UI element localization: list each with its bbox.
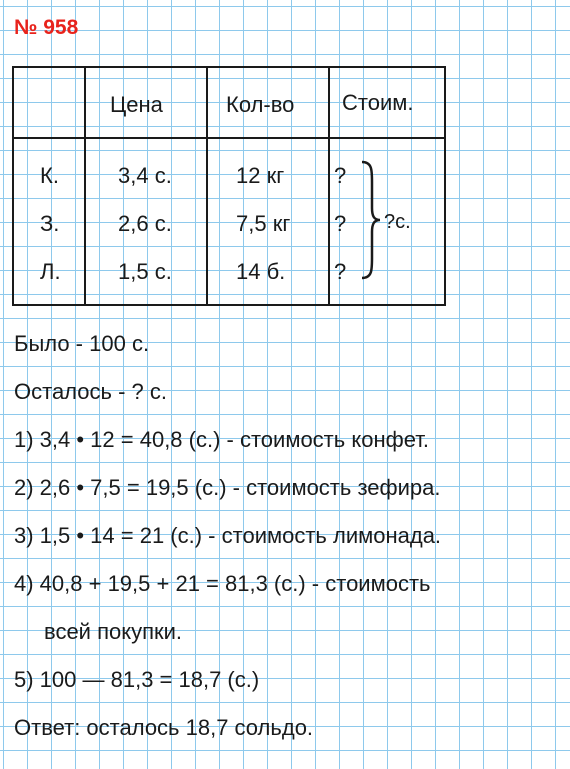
solution-step-continued: всей покупки. (44, 619, 183, 644)
header-price: Цена (110, 92, 163, 117)
table-header-divider (14, 137, 444, 139)
row-cost: ? (334, 259, 347, 284)
unknown-remainder: Осталось - ? с. (14, 379, 167, 404)
row-label: Л. (40, 259, 61, 284)
solution-step: 5) 100 — 81,3 = 18,7 (с.) (14, 667, 260, 692)
table-divider (328, 68, 330, 304)
row-price: 2,6 с. (118, 211, 172, 236)
curly-brace-icon (360, 160, 382, 280)
row-quantity: 7,5 кг (236, 211, 291, 236)
header-cost: Стоим. (342, 90, 414, 115)
row-cost: ? (334, 211, 347, 236)
table-divider (84, 68, 86, 304)
row-quantity: 14 б. (236, 259, 286, 284)
solution-step: 4) 40,8 + 19,5 + 21 = 81,3 (с.) - стоимость (14, 571, 431, 596)
answer: Ответ: осталось 18,7 сольдо. (14, 715, 314, 740)
solution-step: 2) 2,6 • 7,5 = 19,5 (с.) - стоимость зефира. (14, 475, 441, 500)
row-label: З. (40, 211, 60, 236)
header-quantity: Кол-во (226, 92, 295, 117)
row-label: К. (40, 163, 59, 188)
problem-number: № 958 (14, 16, 79, 39)
given-amount: Было - 100 с. (14, 331, 150, 356)
solution-step: 1) 3,4 • 12 = 40,8 (с.) - стоимость конфет. (14, 427, 429, 452)
row-price: 1,5 с. (118, 259, 172, 284)
data-table (12, 66, 446, 306)
table-divider (206, 68, 208, 304)
total-cost: ?с. (384, 211, 411, 233)
solution-step: 3) 1,5 • 14 = 21 (с.) - стоимость лимонада. (14, 523, 442, 548)
row-price: 3,4 с. (118, 163, 172, 188)
row-quantity: 12 кг (236, 163, 285, 188)
row-cost: ? (334, 163, 347, 188)
